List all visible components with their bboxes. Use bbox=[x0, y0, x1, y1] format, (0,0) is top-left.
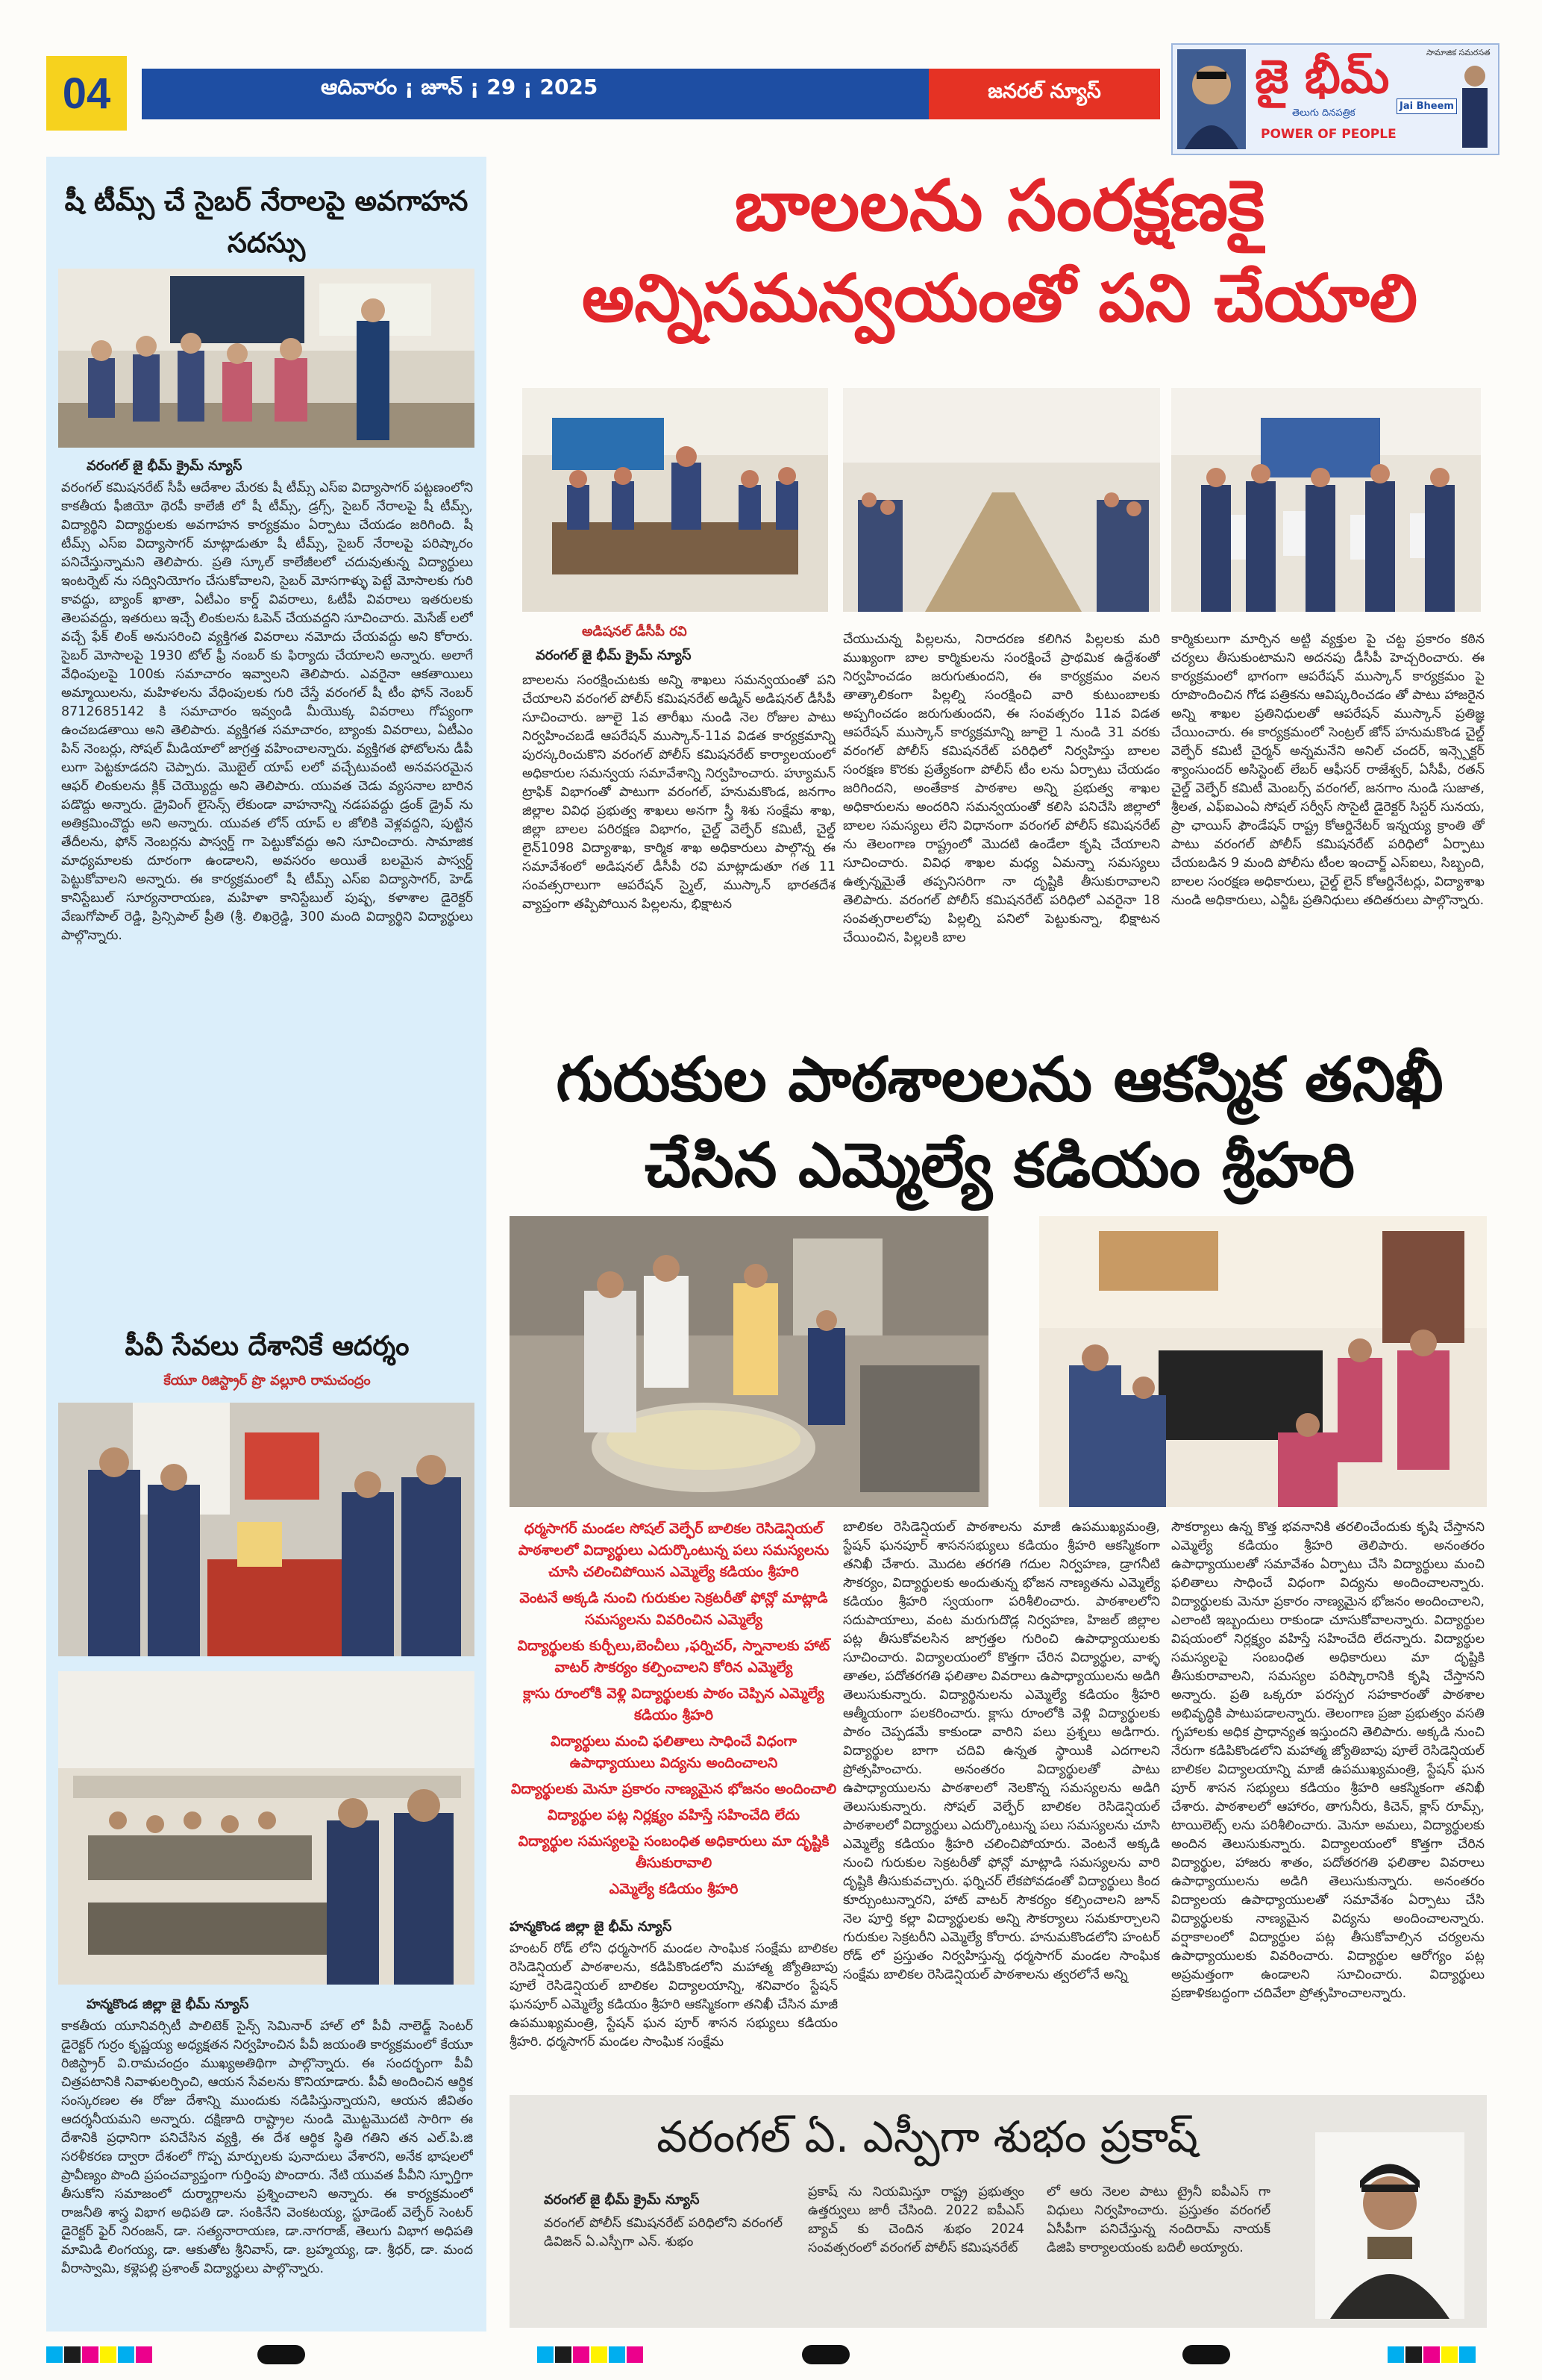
registration-pill-2 bbox=[802, 2345, 850, 2364]
registration-marks-center bbox=[537, 2346, 645, 2363]
masthead-title: జై భీమ్ bbox=[1255, 49, 1390, 104]
main1-col3: కార్మికులుగా మార్చిన అట్టి వ్యక్తుల పై చట్ట ప్రకారం కఠిన చర్యలు తీసుకుంటామని అదనపు డీసీపీ హెచ్చరించారు. ఈ కార్యక్రమంలో భాగంగా ఆపరేషన్ ముస్కాన్ కార్యక్రమం పై రూపొందించిన గోడ పత్రికను ఆవిష్కరించడం తో పాటు హాజరైన అన్ని శాఖల ప్రతినిధులతో ఆపరేషన్ ముస్కాన్ ప్రతిజ్ఞ చేయించారు. ఈ కార్యక్రమంలో సెంట్రల్ జోన్ హనుమకొండ చైల్డ్ వెల్ఫేర్ కమిటీ చైర్మన్ అన్నమనేని అనిల్ చందర్, ఇన్స్పెక్టర్ శ్యాంసుందర్ అసిస్టెంట్ లేబర్ ఆఫీసర్ రాజేశ్వర్, ఏసీపీ, రతన్ చైల్డ్ వెల్ఫేర్ కమిటీ మెంబర్స్ వరంగల్, జనగాం నుండి సుజాత, శ్రీలత, ఎఫ్ఐఎంఏ సోషల్ సర్వీస్ సొసైటీ డైరెక్టర్ సిస్టర్ సునయ, ప్రా ఛాయిస్ ఫౌండేషన్ రాష్ట్ర కోఆర్డినేటర్ ఇన్నయ్య క్రాంతి తో పాటు వరంగల్ పోలీస్ కమిషనరేట్ పరిధిలో ఏర్పాటు చేయబడిన 9 మంది పోలీసు టీంల ఇంచార్జ్ ఎస్ఐలు, సిబ్బంది, బాలల సంరక్షణ అధికారులు, చైల్డ్ లైన్ కోఆర్డినేటర్లు, విద్యాశాఖ నుండి అధికారులు, ఎన్జీఓ ప్రతినిధులు తదితరులు పాల్గొన్నారు. bbox=[1171, 632, 1485, 908]
asp-story-box bbox=[510, 2095, 1487, 2328]
main3-col3: లో ఆరు నెలల పాటు ట్రైనీ ఐపీఎస్ గా విధులు నిర్వహించారు. ప్రస్తుతం వరంగల్ ఏసీపీగా పనిచేస్తున్న నందిరామ్ నాయక్ డిజిపి కార్యాలయంకు బదిలీ అయ్యారు. bbox=[1047, 2185, 1270, 2255]
headline-child-protection-line2: అన్నిసమన్వయంతో పని చేయాలి bbox=[581, 260, 1418, 336]
story-title-she-teams: షీ టీమ్స్ చే సైబర్ నేరాలపై అవగాహన సదస్సు bbox=[64, 185, 468, 259]
story-byline-pv: హన్మకొండ జిల్లా జై భీమ్ న్యూస్ bbox=[87, 1997, 249, 2012]
left-column bbox=[46, 157, 486, 2332]
highlight-9: ఎమ్మెల్యే కడియం శ్రీహరి bbox=[609, 1881, 739, 1897]
pv-tribute-photo bbox=[58, 1403, 474, 1656]
page-number: 04 bbox=[46, 56, 127, 131]
main3-col1: వరంగల్ పోలీస్ కమిషనరేట్ పరిధిలోని వరంగల్ డివిజన్ ఏ.ఎస్పీగా ఎన్. శుభం bbox=[544, 2216, 783, 2249]
masthead-subtitle: POWER OF PEOPLE bbox=[1261, 127, 1397, 142]
masthead-tagline: తెలుగు దినపత్రిక bbox=[1292, 107, 1355, 119]
main1-byline: వరంగల్ జై భీమ్ క్రైమ్ న్యూస్ bbox=[536, 648, 692, 663]
asp-portrait bbox=[1315, 2132, 1464, 2319]
registration-marks-left bbox=[46, 2346, 154, 2363]
section-label: జనరల్ న్యూస్ bbox=[929, 69, 1160, 119]
headline-child-protection-line1: బాలలను సంరక్షణకై bbox=[734, 166, 1265, 247]
main3-col2: ప్రకాష్ ను నియమిస్తూ రాష్ట్ర ప్రభుత్వం ఉత్తర్వులు జారీ చేసింది. 2022 ఐపీఎస్ బ్యాచ్ కు చెందిన శుభం 2024 సంవత్సరంలో వరంగల్ పోలీస్ కమిషనరేట్ bbox=[808, 2185, 1024, 2255]
poster-launch-photo bbox=[1171, 388, 1481, 612]
registration-pill-1 bbox=[257, 2345, 305, 2364]
meeting-photo-2 bbox=[843, 388, 1160, 612]
headline-gurukul-line1: గురుకుల పాఠశాలలను ఆకస్మిక తనిఖీ bbox=[556, 1045, 1444, 1115]
kitchen-inspection-photo bbox=[510, 1216, 988, 1507]
highlight-4: క్లాసు రూంలోకి వెళ్లి విద్యార్థులకు పాఠం చెప్పిన ఎమ్మెల్యే కడియం శ్రీహరి bbox=[523, 1685, 824, 1723]
masthead bbox=[1171, 43, 1499, 155]
ambedkar-portrait bbox=[1177, 49, 1246, 149]
highlight-6: విద్యార్థులకు మెనూ ప్రకారం నాణ్యమైన భోజనం అందించాలి bbox=[510, 1781, 837, 1797]
main1-col2: చేయుచున్న పిల్లలను, నిరాదరణ కలిగిన పిల్లలకు మరి ముఖ్యంగా బాల కార్మికులను సంరక్షించే ప్రాథమిక ఉద్దేశంతో నిర్వహించడం జరుగుతుందని, ఈ కార్యక్రమం వలన తాత్కాలికంగా పిల్లల్ని సంరక్షించి వారి కుటుంబాలకు అప్పగించడం జరుగుతుందని, ఈ సంవత్సరం 11వ విడత ఆపరేషన్ ముస్కాన్ కార్యక్రమాన్ని జూలై 1 నుండి 31 వరకు వరంగల్ పోలీస్ కమిషనరేట్ పరిధిలో నిర్వహిస్తు బాలల సంరక్షణ కొరకు ప్రత్యేకంగా పోలీస్ టీం లను ఏర్పాటు చేయడం జరిగిందని, అంతేకాక పాఠశాల అన్ని ప్రభుత్వ శాఖల అధికారులను అందరిని సమన్వయంతో కలిసి పనిచేసి జిల్లాలో బాలల సమస్యలు లేని విధానంగా వరంగల్ పోలీస్ కమిషనరేట్ ను తెలంగాణ రాష్ట్రంలో మొదటి ఉండేలా కృషి చేయాలని సూచించారు. వివిధ శాఖల మధ్య ఏమన్నా సమస్యలు ఉత్పన్నమైతే తప్పనిసరిగా నా దృష్టికి తీసుకురావాలని తెలిపారు. వరంగల్ పోలీస్ కమిషనరేట్ పరిధిలో ఎవరైనా 18 సంవత్సరాలలోపు పిల్లల్ని పనిలో పెట్టుకున్నా, భిక్షాటన చేయించిన, పిల్లలకి బాల bbox=[843, 632, 1160, 945]
highlight-5: విద్యార్థులు మంచి ఫలితాలు సాధించే విధంగా ఉపాధ్యాయులు విద్యను అందించాలని bbox=[551, 1733, 797, 1771]
masthead-badge: Jai Bheem bbox=[1397, 98, 1457, 114]
headline-gurukul-line2: చేసిన ఎమ్మెల్యే కడియం శ్రీహరి bbox=[644, 1130, 1355, 1201]
main2-col2: బాలికల రెసిడెన్షియల్ పాఠశాలను మాజీ ఉపముఖ్యమంత్రి, స్టేషన్ ఘనపూర్ శాసనసభ్యులు కడియం శ్రీహరి ఆకస్మికంగా తనిఖీ చేశారు. మొదట తరగతి గదుల నిర్వహణ, డ్రాగనీటి సౌకర్యం, విద్యార్థులకు అందుతున్న భోజన నాణ్యతను ఎమ్మెల్యే కడియం శ్రీహరి స్వయంగా పరిశీలించారు. పాఠశాలలోని సదుపాయాలు, వంట మరుగుదొడ్ల నిర్వహణ, హిజల్ జిల్లాల పట్ల తీసుకోవలసిన జాగ్రత్తల గురించి ఉపాధ్యాయులకు సూచించారు. విద్యాలయంలో కొత్తగా చేరిన విద్యార్థుల, వాళ్ళ తాతల, పదోతరగతి ఫలితాల వివరాలు ఉపాధ్యాయులను అడిగి తెలుసుకున్నారు. విద్యార్థినులను ఎమ్మెల్యే కడియం శ్రీహరి ఆత్మీయంగా పలకరించారు. క్లాసు రూంలోకి వెళ్లి విద్యార్థులకు పాఠం చెప్పడమే కాకుండా వారిని పలు ప్రశ్నలు అడిగారు. విద్యార్థుల బాగా చదివి ఉన్నత స్థాయికి ఎదగాలని ప్రోత్సహించారు. అనంతరం విద్యార్థులతో పాటు ఉపాధ్యాయులను పాఠశాలలో నెలకొన్న సమస్యలను అడిగి తెలుసుకున్నారు. సోషల్ వెల్ఫేర్ బాలికల రెసిడెన్షియల్ పాఠశాలలో విద్యార్థులు ఎదుర్కొంటున్న పలు సమస్యలను చూసి ఎమ్మెల్యే కడియం శ్రీహరి చలించిపోయారు. వెంటనే అక్కడి నుంచి గురుకుల సెక్రటరీతో ఫోన్లో మాట్లాడి సమస్యలను వారి దృష్టికి తీసుకువచ్చారు. ఫర్నిచర్ లేకపోవడంతో విద్యార్థులు కింద కూర్చుంటున్నారని, హాట్ వాటర్ సౌకర్యం కల్పించాలని జూన్ నెల పూర్తి కల్లా విద్యార్థులకు అన్ని సౌకర్యాలు సమకూర్చాలని గురుకుల సెక్రటరీని ఎమ్మెల్యే కోరారు. హనుమకొండలోని హంటర్ రోడ్ లో ప్రస్తుతం నిర్వహిస్తున్న ధర్మసాగర్ మండల సాంఘిక సంక్షేమ బాలికల రెసిడెన్షియల్ పాఠశాలను త్వరలోనే అన్ని bbox=[843, 1520, 1160, 1982]
masthead-small: సామాజిక సమరసత bbox=[1426, 48, 1491, 57]
registration-marks-right bbox=[1388, 2346, 1477, 2363]
highlight-3: విద్యార్థులకు కుర్చీలు,బెంచీలు ,ఫర్నిచర్, స్నానాలకు హాట్ వాటర్ సౌకర్యం కల్పించాలని కోరిన ఎమ్మెల్యే bbox=[517, 1638, 830, 1676]
highlight-2: వెంటనే అక్కడి నుంచి గురుకుల సెక్రటరీతో ఫోన్లో మాట్లాడి సమస్యలను వివరించిన ఎమ్మెల్యే bbox=[519, 1590, 828, 1628]
header-bar bbox=[142, 69, 1160, 119]
highlights-box bbox=[510, 1518, 838, 1914]
masthead-portrait bbox=[1456, 60, 1494, 149]
main2-byline: హన్మకొండ జిల్లా జై భీమ్ న్యూస్ bbox=[510, 1919, 672, 1935]
story-subtitle-pv: కేయూ రిజిస్ట్రార్ ప్రొ వల్లూరి రామచంద్రం bbox=[163, 1373, 371, 1388]
story-body-she-teams: వరంగల్ కమిషనరేట్ సీపీ ఆదేశాల మేరకు షీ టీమ్స్ ఎస్ఐ విద్యాసాగర్ పట్టణంలోని కాకతీయ ఫీజియో థెరపీ కాలేజీ లో షీ టీమ్స్, డ్రగ్స్, సైబర్ నేరాలపై షీ టీమ్స్, విద్యార్థిని విద్యార్థులకు అవగాహన కార్యక్రమం ఏర్పాటు చేయడం జరిగింది. షీ టీమ్స్ ఎస్ఐ విద్యాసాగర్ మాట్లాడుతూ షీ టీమ్స్, సైబర్ నేరాలపై పరిష్కారం పనిచేస్తున్నామని తెలిపారు. ప్రతి స్కూల్ కాలేజీలలో చదువుతున్న విద్యార్థులు ఇంటర్నెట్ ను సద్వినియోగం చేసుకోవాలని, సైబర్ మోసగాళ్ళు పెట్టే మోసాలకు గురి కావద్దు, బ్యాంక్ ఖాతా, ఏటీఎం కార్డ్ వివరాలు, ఓటీపీ వివరాలు ఇతరులకు తెలపవద్దు, ఇతరులు ఇచ్చే లింకులను ఓపెన్ చేయవద్దని సూచించారు. మెసేజ్ లలో వచ్చే ఫేక్ లింక్ అనుసరించి వ్యక్తిగత వివరాలు నమోదు చేయవద్దు అని కోరారు. సైబర్ మోసాలపై 1930 టోల్ ఫ్రీ నంబర్ కు ఫిర్యాదు చేయాలని అన్నారు. అలాగే వేధింపులపై 100కు సమాచారం ఇవ్వాలని తెలిపారు. ఎవరైనా ఆకతాయిలు అమ్మాయిలను, మహిళలను వేధింపులకు గురి చేస్తే వరంగల్ షీ టీం ఫోన్ నెంబర్ 8712685142 కి సమాచారం ఇవ్వండి మీయొక్క వివరాలు గోప్యంగా ఉంచబడతాయి అని తెలిపారు. వ్యక్తిగత సమాచారం, బ్యాంకు వివరాలు, ఏటీఎం పిన్ నెంబర్లు, సోషల్ మీడియాలో జాగ్రత్త వహించాలన్నారు. వ్యక్తిగత ఫోటోలను డీపీ లుగా పెట్టకూడదని చెప్పారు. మొబైల్ యాప్ లలో వచ్చేటువంటి అనవసరమైన ఆఫర్ లింకులను క్లిక్ చెయ్యొద్దు అని తెలిపారు. యువత చెడు వ్యసనాల బారిన పడొద్దు అన్నారు. డ్రైవింగ్ లైసెన్స్ లేకుండా వాహనాన్ని నడపవద్దు డ్రంక్ డ్రైవ్ ను అతిక్రమించొద్దు అని అన్నారు. యువత లోన్ యాప్ ల జోలికి వెళ్లవద్దని, పుట్టిన తేదీలను, ఫోన్ నెంబర్లను పాస్వర్డ్ గా పెట్టుకోవద్దు అని సూచించారు. సామాజిక మాధ్యమాలకు దూరంగా ఉండాలని, అవసరం అయితే బలమైన పాస్వర్డ్ పెట్టుకోవాలని అన్నారు. ఈ కార్యక్రమంలో షీ టీమ్స్ ఎస్ఐ విద్యాసాగర్, హెడ్ కానిస్టేబుల్ సూర్యనారాయణ, మహిళా కానిస్టేబుల్ పుష్ప, కళాశాల డైరెక్టర్ వేణుగోపాల్ రెడ్డి, ప్రిన్సిపాల్ ప్రీతి (శ్రీ. లిఖర్రెడ్డి, 300 మంది విద్యార్థిని విద్యార్థులు పాల్గొన్నారు. bbox=[61, 480, 473, 943]
main2-col1: హంటర్ రోడ్ లోని ధర్మసాగర్ మండల సాంఘిక సంక్షేమ బాలికల రెసిడెన్షియల్ పాఠశాలను, కడిపికొండలోని మహాత్మ జ్యోతిబాపు పూలే రెసిడెన్షియల్ బాలికల విద్యాలయాన్ని, శనివారం స్టేషన్ ఘనపూర్ ఎమ్మెల్యే కడియం శ్రీహరి ఆకస్మికంగా తనిఖీ చేసిన మాజీ ఉపముఖ్యమంత్రి, స్టేషన్ ఘన పూర్ శాసన సభ్యులు కడియం శ్రీహరి. ధర్మసాగర్ మండల సాంఘిక సంక్షేమ bbox=[510, 1941, 838, 2049]
classroom-visit-photo bbox=[1039, 1216, 1487, 1507]
main2-col3: సౌకర్యాలు ఉన్న కొత్త భవనానికి తరలించేందుకు కృషి చేస్తానని ఎమ్మెల్యే కడియం శ్రీహరి తెలిపారు. అనంతరం ఉపాధ్యాయులతో సమావేశం ఏర్పాటు చేసి విద్యార్థులు మంచి ఫలితాలు సాధించే విధంగా విద్యను అందించాలన్నారు. విద్యార్థులకు మెనూ ప్రకారం నాణ్యమైన భోజనం అందించాలని, ఎలాంటి ఇబ్బందులు రాకుండా చూసుకోవాలన్నారు. విద్యార్థుల విషయంలో నిర్లక్ష్యం వహిస్తే సహించేది లేదన్నారు. విద్యార్థుల సమస్యలపై సంబంధిత అధికారులు మా దృష్టికి తీసుకురావాలని, సమస్యల పరిష్కారానికి కృషి చేస్తానని అన్నారు. ప్రతి ఒక్కరూ పరస్పర సహకారంతో పాఠశాల అభివృద్ధికి పాటుపడాలన్నారు. తెలంగాణ ప్రజా ప్రభుత్వం వసతి గృహాలకు అధిక ప్రాధాన్యత ఇస్తుందని తెలిపారు. అక్కడి నుంచి నేరుగా కడిపికొండలోని మహాత్మ జ్యోతిబాపు పూలే రెసిడెన్షియల్ బాలికల విద్యాలయాన్ని మాజీ ఉపముఖ్యమంత్రి, స్టేషన్ ఘన పూర్ శాసన సభ్యులు కడియం శ్రీహరి ఆకస్మికంగా తనిఖీ చేశారు. పాఠశాలలో ఆహారం, తాగునీరు, కిచెన్, క్లాస్ రూమ్స్, టాయిలెట్స్ లను పరిశీలించారు. మెనూ అమలు, విద్యార్థులకు అందిన తెలుసుకున్నారు. విద్యాలయంలో కొత్తగా చేరిన విద్యార్థుల, హాజరు శాతం, పదోతరగతి ఫలితాల వివరాలు ఉపాధ్యాయులను అడిగి తెలుసుకున్నారు. అనంతరం విద్యాలయ ఉపాధ్యాయులతో సమావేశం ఏర్పాటు చేసి విద్యార్థులకు నాణ్యమైన విద్యను అందించాలన్నారు. వర్షాకాలంలో విద్యార్థుల పట్ల తీసుకోవాల్సిన చర్యలను ఉపాధ్యాయులకు వివరించారు. విద్యార్థుల ఆరోగ్యం పట్ల అప్రమత్తంగా ఉండాలని సూచించారు. విద్యార్థులు ప్రణాళికబద్ధంగా చదివేలా ప్రోత్సహించాలన్నారు. bbox=[1171, 1520, 1485, 2001]
highlight-8: విద్యార్థుల సమస్యలపై సంబంధిత అధికారులు మా దృష్టికి తీసుకురావాలి bbox=[518, 1833, 830, 1871]
pv-seminar-photo bbox=[58, 1671, 474, 1985]
main1-col1: బాలలను సంరక్షించుటకు అన్ని శాఖలు సమన్వయంతో పని చేయాలని వరంగల్ పోలీస్ కమిషనరేట్ అడ్మిన్ అడిషనల్ డీసీపీ సూచించారు. జూలై 1వ తారీఖు నుండి నెల రోజుల పాటు నిర్వహించబడే ఆపరేషన్ ముస్కాన్-11వ విడత కార్యక్రమాన్ని పురస్కరించుకొని వరంగల్ పోలీస్ కమిషనరేట్ కార్యాలయంలో అధికారుల సమన్వయ సమావేశాన్ని నిర్వహించారు. హ్యూమన్ ట్రాఫిక్ విభాగంతో పాటుగా వరంగల్, హనుమకొండ, జనగాం జిల్లాల వివిధ ప్రభుత్వ శాఖలు అనగా స్త్రీ శిశు సంక్షేమ శాఖ, జిల్లా బాలల పరిరక్షణ విభాగం, చైల్డ్ వెల్ఫేర్ కమిటీ, చైల్డ్ లైన్1098 విద్యాశాఖ, కార్మిక శాఖ అధికారులు పాల్గొన్న ఈ సమావేశంలో అడిషనల్ డీసీపీ రవి మాట్లాడుతూ గత 11 సంవత్సరాలుగా ఆపరేషన్ స్మైల్, ముస్కాన్ భారతదేశ వ్యాప్తంగా తప్పిపోయిన పిల్లలను, భిక్షాటన bbox=[522, 673, 836, 912]
issue-date: ఆదివారం ¡ జూన్ ¡ 29 ¡ 2025 bbox=[321, 75, 598, 99]
caption-title: అడిషనల్ డీసీపీ రవి bbox=[582, 624, 687, 639]
meeting-photo-1 bbox=[522, 388, 828, 612]
highlight-1: ధర్మసాగర్ మండల సోషల్ వెల్ఫేర్ బాలికల రెసిడెన్షియల్ పాఠశాలలో విద్యార్థులు ఎదుర్కొంటున్న పలు సమస్యలను చూసి చలించిపోయిన ఎమ్మెల్యే కడియం శ్రీహరి bbox=[518, 1521, 830, 1580]
story-byline-she-teams: వరంగల్ జై భీమ్ క్రైమ్ న్యూస్ bbox=[87, 458, 242, 474]
she-teams-photo bbox=[58, 269, 474, 448]
registration-pill-3 bbox=[1182, 2345, 1230, 2364]
story-body-pv: కాకతీయ యూనివర్సిటీ పాలిటెక్ సైన్స్ సెమినార్ హాల్ లో పీవీ నాలెడ్జ్ సెంటర్ డైరెక్టర్ గుర్రం కృష్ణయ్య అధ్యక్షతన నిర్వహించిన పీవీ జయంతి కార్యక్రమంలో కేయూ రిజిస్ట్రార్ వి.రామచంద్రం ముఖ్యఅతిథిగా పాల్గొన్నారు. ఈ సందర్భంగా పీవీ చిత్రపటానికి నివాళులర్పించి, ఆయన సేవలను కొనియాడారు. పీవీ అందించిన ఆర్థిక సంస్కరణల ఈ రోజు దేశాన్ని ముందుకు నడిపిస్తున్నాయని, ఆయన జీవితం ఆదర్శనీయమని అన్నారు. దక్షిణాది రాష్ట్రాల నుండి మొట్టమొదటి సారిగా ఈ దేశానికి ప్రధానిగా పనిచేసిన వ్యక్తి, ఈ దేశ ఆర్థిక స్థితి గతిని తన ఎల్.పి.జి సరళీకరణ ద్వారా దేశంలో గొప్ప మార్పులకు పునాదులు వేశారని, అనేక భాషలలో ప్రావీణ్యం పొంది ప్రపంచవ్యాప్తంగా గుర్తింపు పొందారు. నేటి యువత పీవీని స్ఫూర్తిగా తీసుకోని సమాజంలో దుర్మార్గాలను ప్రశ్నించాలని అన్నారు. ఈ కార్యక్రమంలో రాజనీతి శాస్త్ర విభాగ అధిపతి డా. సంకినేని వెంకటయ్య, స్టూడెంట్ వెల్ఫేర్ సెంటర్ డైరెక్టర్ ఫైర్ నిరంజన్, డా. సత్యనారాయణ, డా.నాగరాజ్, తెలుగు విభాగ అధిపతి మామిడి లింగయ్య, డా. ఆకుతోట శ్రీనివాస్, డా. బ్రహ్మయ్య, డా. శ్రీధర్, డా. మంద వీరాస్వామి, కళ్లెపల్లి ప్రశాంత్ విద్యార్థులు పాల్గొన్నారు. bbox=[61, 2019, 473, 2276]
main3-byline: వరంగల్ జై భీమ్ క్రైమ్ న్యూస్ bbox=[544, 2192, 700, 2208]
story-title-pv: పీవీ సేవలు దేశానికే ఆదర్శం bbox=[125, 1331, 410, 1362]
highlight-7: విద్యార్థుల పట్ల నిర్లక్ష్యం వహిస్తే సహించేది లేదు bbox=[547, 1807, 800, 1823]
headline-asp: వరంగల్ ఏ. ఎస్పీగా శుభం ప్రకాష్ bbox=[656, 2111, 1198, 2162]
